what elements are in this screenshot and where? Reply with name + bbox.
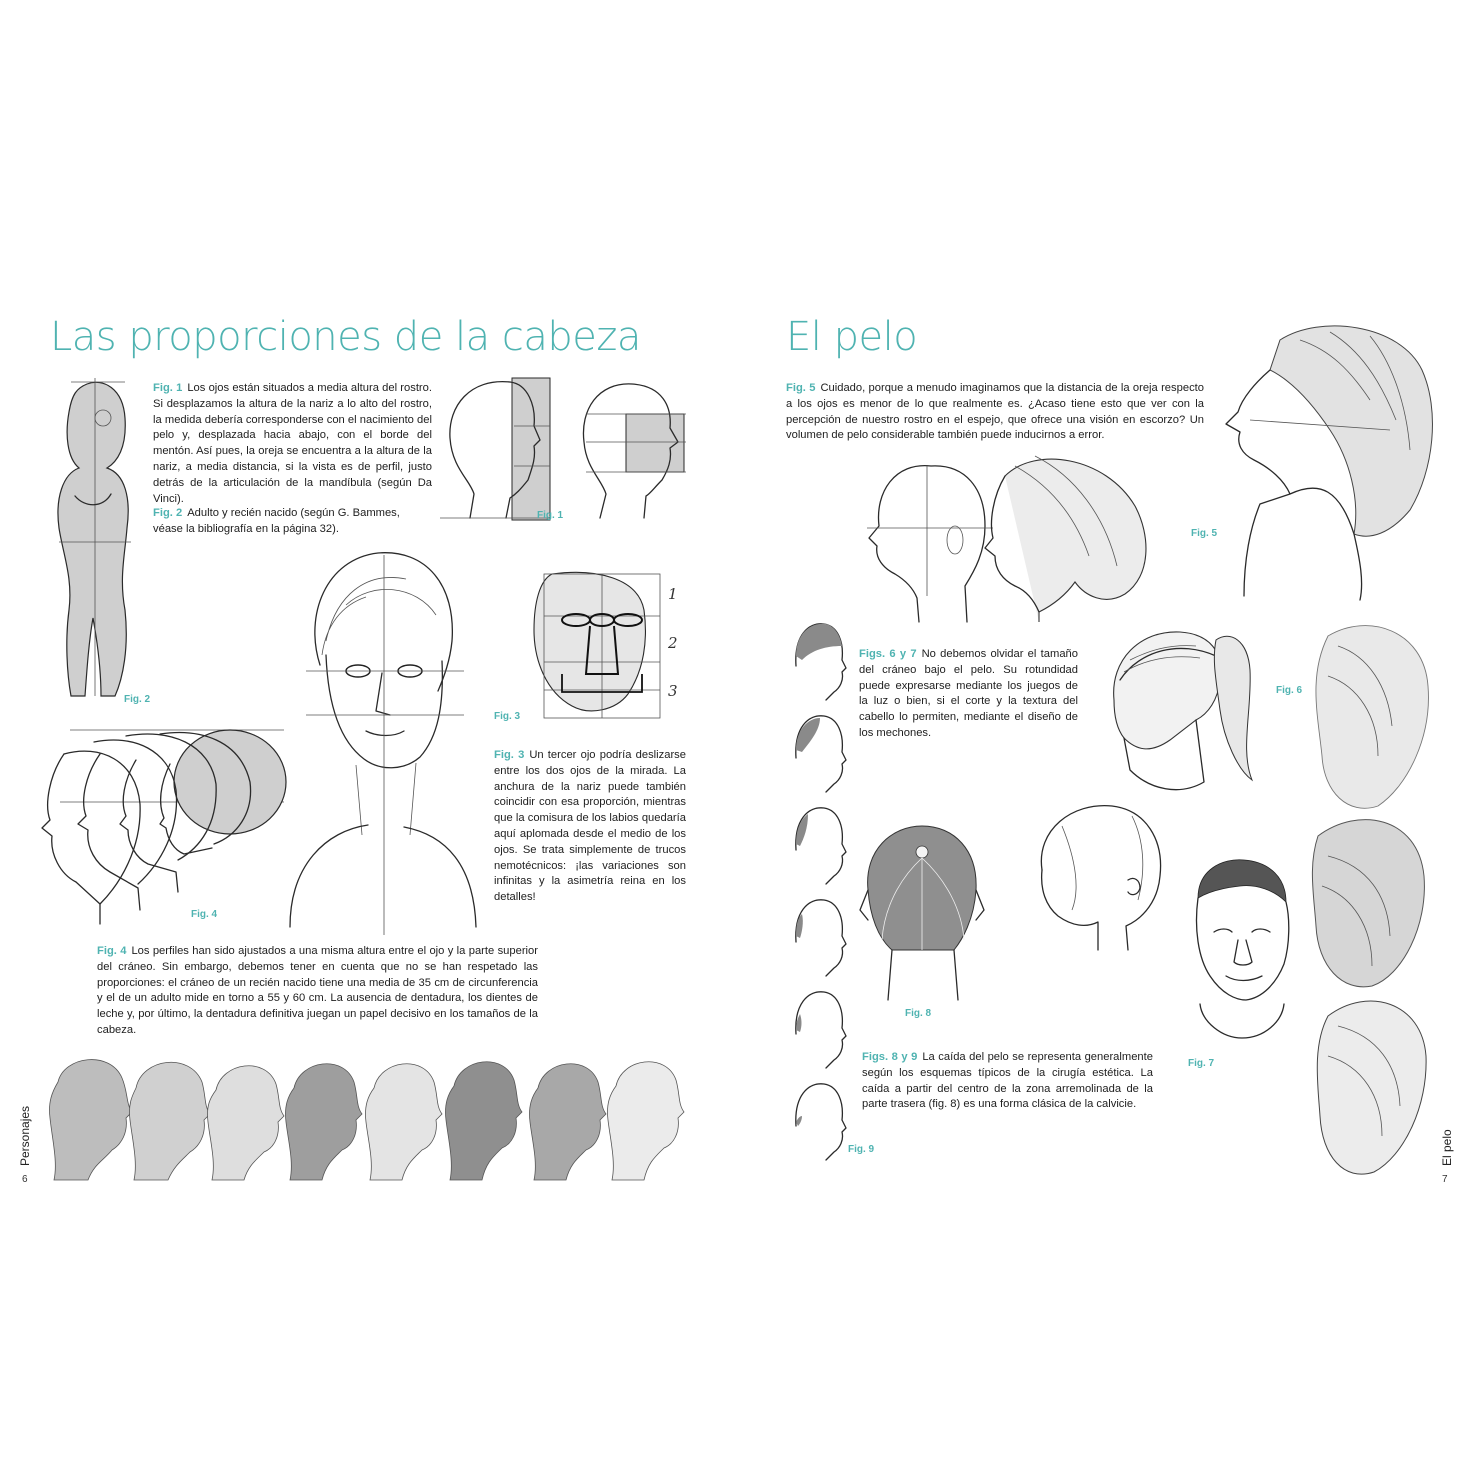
- figs8-9-description: [862, 1050, 1153, 1113]
- figs8-9-label: Figs. 8 y 9: [862, 1051, 918, 1063]
- right-page-number: 7: [1442, 1174, 1448, 1185]
- shaded-profile-heads-row-illustration: [44, 1052, 684, 1182]
- fig4-text: Los perfiles han sido ajustados a una misma altura entre el ojo y la parte superior del cráneo. Sin embargo, debemos tener en cuenta que no se han respetado las proporciones: el cráneo de un recién nacido tiene una media de 35 cm de circunferencia y el de un adulto mide en torno a 55 y 60 cm. La ausencia de dentadura, los dientes de leche y, por último, la dentadura definitiva juegan un papel decisivo en los tamaños de la cabeza.: [97, 945, 538, 1036]
- fig4-label: Fig. 4: [97, 945, 127, 957]
- fig2-description: [153, 506, 432, 538]
- fig4-overlapping-profiles-illustration: [40, 724, 290, 934]
- fig2-text: Adulto y recién nacido (según G. Bammes, véase la bibliografía en la página 32).: [153, 507, 400, 535]
- woman-portrait-sketch-illustration: [286, 545, 476, 935]
- fig1-text: Los ojos están situados a media altura del rostro. Si desplazamos la altura de la nariz a lo alto del rostro, la medida debería corresponderse con el nacimiento del pelo y, desplazada hacia abajo, con el borde del mentón. Así pues, la oreja se encuentra a la altura de la nariz, a media distancia, si la vista es de perfil, justo detrás de la articulación de la mandíbula (según Da Vinci).: [153, 382, 432, 505]
- fig8-back-of-head-illustration: [858, 820, 988, 1006]
- fig7-portrait-illustration: [1182, 858, 1300, 1042]
- fig7-caption: Fig. 7: [1188, 1058, 1215, 1069]
- fig3-grid-mark-3: 3: [668, 682, 678, 700]
- fig6-caption: Fig. 6: [1276, 685, 1303, 696]
- figs8-9-text: La caída del pelo se representa generalmente según los esquemas típicos de la cirugía estética. La caída a partir del centro de la zona arremolinada de la parte trasera (fig. 8) es una forma clásica de la calvicie.: [862, 1051, 1153, 1111]
- fig5-text: Cuidado, porque a menudo imaginamos que la distancia de la oreja respecto a los ojos es menor de lo que realmente es. ¿Acaso tiene esto que ver con la percepción de nuestro rostro en el espejo, que ofrece una visión en escorzo? Un volumen de pelo considerable también puede inducirnos a error.: [786, 382, 1204, 442]
- fig5-label: Fig. 5: [786, 382, 816, 394]
- fig2-caption: Fig. 2: [124, 694, 151, 705]
- fig5-description: [786, 381, 1204, 444]
- bald-head-sketch-illustration: [1032, 800, 1168, 956]
- fig8-caption: Fig. 8: [905, 1008, 932, 1019]
- fig9-caption: Fig. 9: [848, 1144, 875, 1155]
- left-page-number: 6: [22, 1174, 28, 1185]
- fig1-description: [153, 381, 432, 507]
- fig1-label: Fig. 1: [153, 382, 183, 394]
- fig2-label: Fig. 2: [153, 507, 183, 519]
- fig2-adult-newborn-illustration: [45, 378, 145, 708]
- fig6-hair-bun-variants-illustration: [1298, 616, 1438, 1186]
- fig4-description: [97, 944, 538, 1039]
- fig5-caption: Fig. 5: [1191, 528, 1218, 539]
- fig9-hair-loss-heads-illustration: [786, 616, 846, 1156]
- fig3-caption: Fig. 3: [494, 711, 521, 722]
- right-side-label: El pelo: [1440, 1129, 1454, 1166]
- left-side-label: Personajes: [18, 1105, 32, 1166]
- fig3-label: Fig. 3: [494, 749, 525, 761]
- figs6-7-description: [859, 647, 1078, 742]
- fig3-grid-mark-1: 1: [668, 585, 678, 603]
- figs6-7-text: No debemos olvidar el tamaño del cráneo bajo el pelo. Su rotundidad puede expresarse mediante los juegos de la luz o bien, si el corte y la textura del cabello lo permiten, mediante el diseño de los mechones.: [859, 648, 1078, 739]
- braided-ponytail-head-illustration: [1100, 620, 1260, 810]
- left-page-title: Las proporciones de la cabeza: [50, 314, 641, 360]
- fig4-caption: Fig. 4: [191, 909, 218, 920]
- fig5-afro-head-illustration: [1220, 320, 1450, 610]
- figs6-7-label: Figs. 6 y 7: [859, 648, 917, 660]
- fig1-caption: Fig. 1: [537, 510, 564, 521]
- fig3-grid-mark-2: 2: [668, 634, 678, 652]
- head-and-bun-profiles-illustration: [855, 446, 1155, 626]
- fig3-text: Un tercer ojo podría deslizarse entre los dos ojos de la mirada. La anchura de la nariz puede también coincidir con esa proporción, mientras que la comisura de los labios quedaría aquí aplomada desde el medio de los ojos. Se trata simplemente de trucos nemotécnicos: ¡las variaciones son infinitas y la asimetría reina en los detalles!: [494, 749, 686, 904]
- right-page-title: El pelo: [786, 314, 918, 360]
- fig3-description: [494, 748, 686, 906]
- fig1-head-profiles-illustration: [440, 376, 690, 526]
